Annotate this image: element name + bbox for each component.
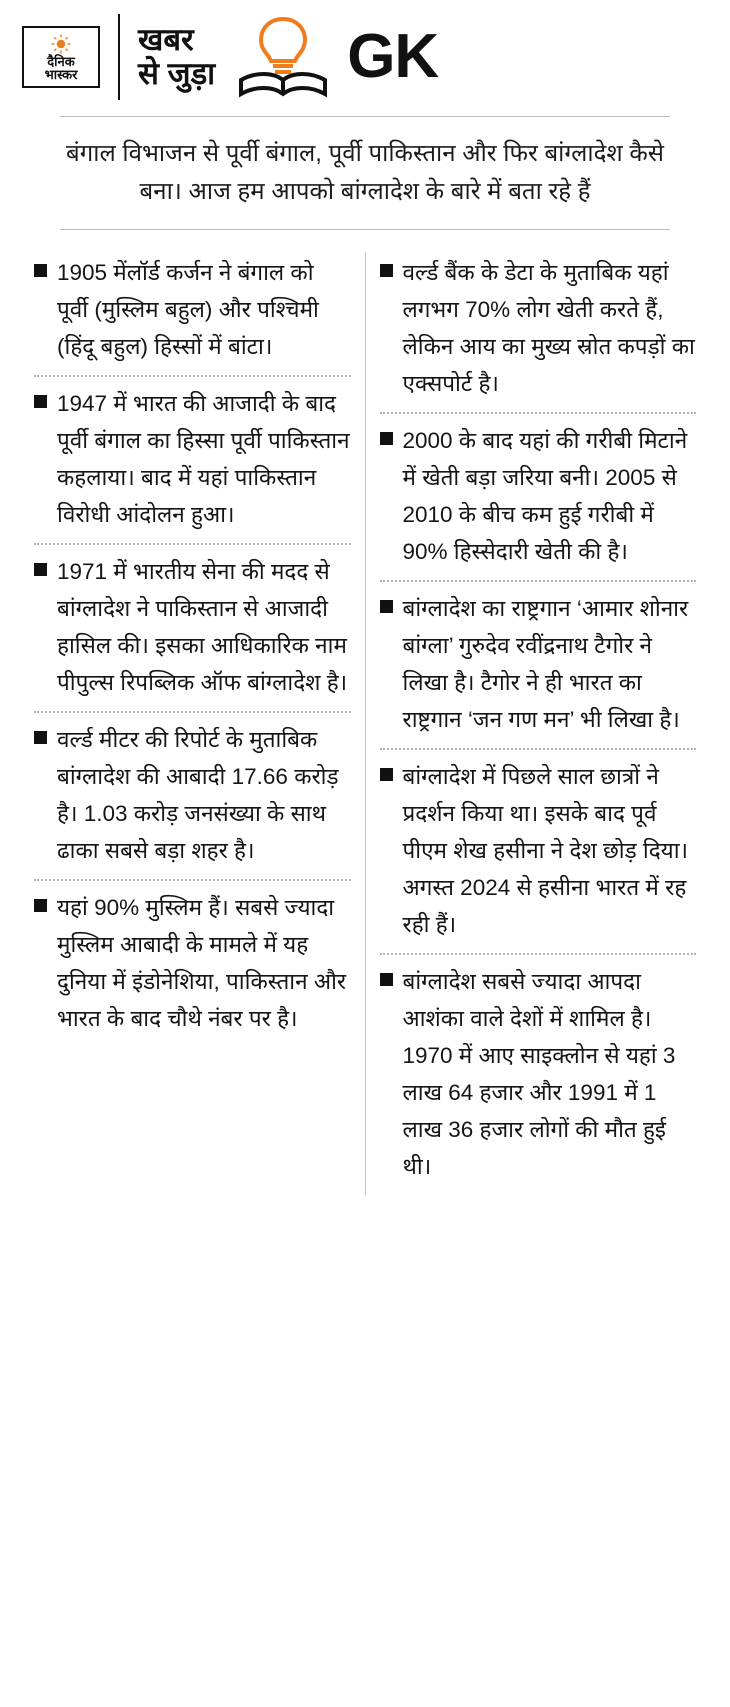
square-bullet-icon bbox=[380, 432, 393, 445]
square-bullet-icon bbox=[34, 899, 47, 912]
list-item-text: वर्ल्ड बैंक के डेटा के मुताबिक यहां लगभग 70% लोग खेती करते हैं, लेकिन आय का मुख्य स्रोत कपड़ों का एक्सपोर्ट है। bbox=[402, 260, 695, 396]
square-bullet-icon bbox=[380, 768, 393, 781]
list-item-text: 1971 में भारतीय सेना की मदद से बांग्लादेश ने पाकिस्तान से आजादी हासिल की। इसका आधिकारिक नाम पीपुल्स रिपब्लिक ऑफ बांग्लादेश है। bbox=[57, 559, 348, 695]
list-item-text: बांग्लादेश में पिछले साल छात्रों ने प्रदर्शन किया था। इसके बाद पूर्व पीएम शेख हसीना ने देश छोड़ दिया। अगस्त 2024 से हसीना भारत में रह रही हैं। bbox=[402, 764, 689, 937]
page-title: GK bbox=[347, 22, 439, 91]
list-item bbox=[380, 414, 697, 580]
left-column bbox=[20, 246, 365, 1195]
facts-columns bbox=[0, 230, 730, 1219]
list-item bbox=[380, 955, 697, 1195]
lightbulb-open-book-icon bbox=[235, 14, 331, 100]
square-bullet-icon bbox=[380, 600, 393, 613]
list-item bbox=[380, 750, 697, 953]
list-item-text: 2000 के बाद यहां की गरीबी मिटाने में खेती बड़ा जरिया बनी। 2005 से 2010 के बीच कम हुई गरीबी में 90% हिस्सेदारी खेती की है। bbox=[402, 428, 688, 564]
list-item bbox=[34, 713, 351, 879]
sun-icon bbox=[51, 34, 71, 54]
square-bullet-icon bbox=[380, 264, 393, 277]
series-kicker: खबर से जुड़ा bbox=[138, 22, 216, 91]
square-bullet-icon bbox=[34, 563, 47, 576]
list-item bbox=[34, 246, 351, 375]
square-bullet-icon bbox=[34, 731, 47, 744]
square-bullet-icon bbox=[380, 973, 393, 986]
right-column bbox=[366, 246, 711, 1195]
intro-text: बंगाल विभाजन से पूर्वी बंगाल, पूर्वी पाकिस्तान और फिर बांग्लादेश कैसे बना। आज हम आपको बांग्लादेश के बारे में बता रहे हैं bbox=[66, 140, 664, 205]
logo-text-line1: दैनिक bbox=[47, 53, 75, 69]
header-divider bbox=[118, 14, 120, 100]
publisher-logo bbox=[22, 26, 100, 88]
list-item-text: यहां 90% मुस्लिम हैं। सबसे ज्यादा मुस्लिम आबादी के मामले में यह दुनिया में इंडोनेशिया, पाकिस्तान और भारत के बाद चौथे नंबर पर है। bbox=[57, 895, 347, 1031]
square-bullet-icon bbox=[34, 264, 47, 277]
list-item bbox=[380, 582, 697, 748]
list-item bbox=[34, 377, 351, 543]
list-item bbox=[34, 545, 351, 711]
list-item bbox=[34, 881, 351, 1047]
list-item bbox=[380, 246, 697, 412]
list-item-text: बांग्लादेश का राष्ट्रगान ‘आमार शोनार बांग्ला’ गुरुदेव रवींद्रनाथ टैगोर ने लिखा है। टैगोर ने ही भारत का राष्ट्रगान ‘जन गण मन’ भी लिखा है। bbox=[402, 596, 689, 732]
header bbox=[0, 0, 730, 106]
square-bullet-icon bbox=[34, 395, 47, 408]
list-item-text: वर्ल्ड मीटर की रिपोर्ट के मुताबिक बांग्लादेश की आबादी 17.66 करोड़ है। 1.03 करोड़ जनसंख्या के साथ ढाका सबसे बड़ा शहर है। bbox=[57, 727, 339, 863]
list-item-text: बांग्लादेश सबसे ज्यादा आपदा आशंका वाले देशों में शामिल है। 1970 में आए साइक्लोन से यहां 3 लाख 64 हजार और 1991 में 1 लाख 36 हजार लोगों की मौत हुई थी। bbox=[402, 969, 676, 1179]
list-item-text: 1905 मेंलॉर्ड कर्जन ने बंगाल को पूर्वी (मुस्लिम बहुल) और पश्चिमी (हिंदू बहुल) हिस्सों में बांटा। bbox=[57, 260, 319, 359]
list-item-text: 1947 में भारत की आजादी के बाद पूर्वी बंगाल का हिस्सा पूर्वी पाकिस्तान कहलाया। बाद में यहां पाकिस्तान विरोधी आंदोलन हुआ। bbox=[57, 391, 350, 527]
logo-text-line2: भास्कर bbox=[44, 66, 78, 82]
